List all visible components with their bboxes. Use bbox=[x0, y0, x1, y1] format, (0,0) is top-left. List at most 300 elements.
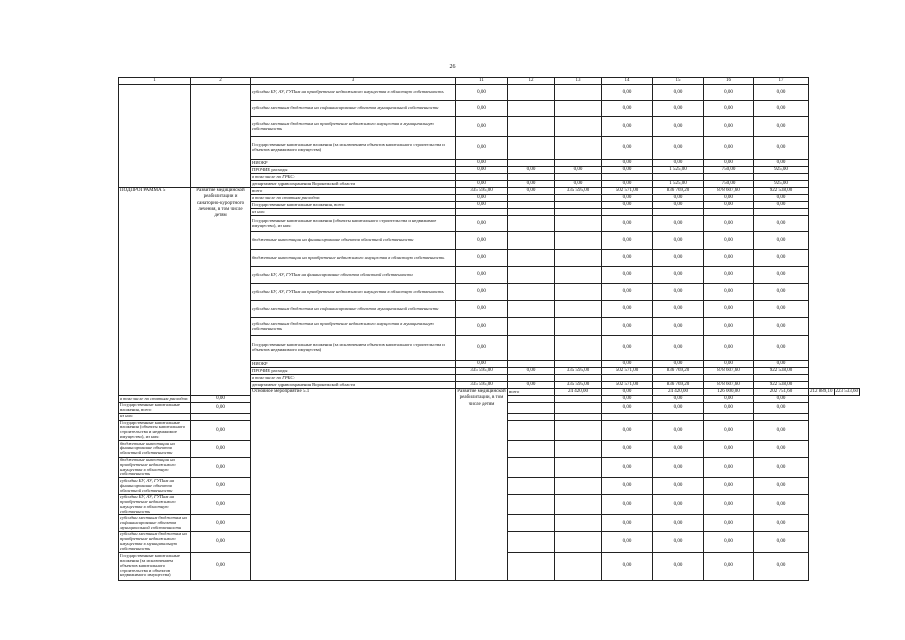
value-cell: 0,00 bbox=[191, 552, 251, 580]
value-cell: 836 769,20 bbox=[653, 382, 704, 389]
value-cell: 0,00 bbox=[653, 457, 704, 477]
value-cell: 0,00 bbox=[754, 101, 809, 117]
value-cell bbox=[754, 174, 809, 181]
value-cell bbox=[602, 413, 653, 420]
value-cell bbox=[555, 552, 602, 580]
value-cell: 0,00 bbox=[602, 160, 653, 167]
value-cell: 0,00 bbox=[602, 361, 653, 368]
page-number: 26 bbox=[449, 64, 456, 70]
value-cell: 0,00 bbox=[704, 301, 754, 318]
value-cell: 0,00 bbox=[754, 495, 809, 515]
value-cell: 502 571,00 bbox=[602, 188, 653, 195]
value-cell bbox=[704, 174, 754, 181]
value-cell bbox=[555, 478, 602, 495]
value-cell: 0,00 bbox=[653, 396, 704, 403]
value-cell: 502 571,00 bbox=[602, 382, 653, 389]
value-cell: 126 000,00 bbox=[704, 389, 754, 396]
value-cell: 0,00 bbox=[602, 232, 653, 250]
row-label: всего bbox=[251, 188, 456, 195]
row-label: субсидии местным бюджетам на приобретение недвижимого имущества в муниципальную собственность bbox=[251, 318, 456, 336]
value-cell: 0,00 bbox=[602, 440, 653, 457]
value-cell: 0,00 bbox=[456, 301, 508, 318]
value-cell bbox=[508, 440, 555, 457]
value-cell: 0,00 bbox=[456, 101, 508, 117]
row-label: бюджетные инвестиции на приобретение недвижимого имущества в областную собственность bbox=[251, 250, 456, 267]
row-label: бюджетные инвестиции на финансирование объектов областной собственности bbox=[251, 232, 456, 250]
value-cell: 750,00 bbox=[704, 167, 754, 174]
program-description-cell: Развитие медицинской реабилитации и санаторно-курортного лечения, в том числе детям bbox=[191, 188, 251, 396]
row-label: всего bbox=[508, 389, 555, 396]
value-cell: 0,00 bbox=[704, 160, 754, 167]
row-label: в том числе по ГРБС: bbox=[251, 375, 456, 382]
value-cell: 0,00 bbox=[191, 396, 251, 403]
value-cell bbox=[653, 413, 704, 420]
value-cell: 1 525,00 bbox=[653, 181, 704, 188]
value-cell: 0,00 bbox=[653, 101, 704, 117]
value-cell bbox=[704, 209, 754, 216]
value-cell bbox=[191, 413, 251, 420]
value-cell: 0,00 bbox=[602, 532, 653, 552]
value-cell bbox=[555, 232, 602, 250]
value-cell: 0,00 bbox=[704, 478, 754, 495]
value-cell: 0,00 bbox=[602, 216, 653, 232]
value-cell bbox=[602, 209, 653, 216]
value-cell: 0,00 bbox=[704, 532, 754, 552]
value-cell: 0,00 bbox=[191, 420, 251, 440]
value-cell: 878 607,60 bbox=[704, 368, 754, 375]
row-label: субсидии БУ, АУ, ГУПам на приобретение недвижимого имущества в областную собственность bbox=[251, 85, 456, 101]
value-cell: 0,00 bbox=[602, 202, 653, 209]
value-cell bbox=[555, 420, 602, 440]
value-cell bbox=[508, 117, 555, 137]
value-cell: 0,00 bbox=[754, 284, 809, 301]
value-cell: 0,00 bbox=[508, 181, 555, 188]
value-cell: 0,00 bbox=[754, 515, 809, 532]
value-cell: 335 595,00 bbox=[456, 368, 508, 375]
column-header: 1 bbox=[119, 78, 191, 85]
value-cell bbox=[508, 552, 555, 580]
budget-table bbox=[118, 77, 860, 581]
value-cell bbox=[555, 403, 602, 414]
table-row bbox=[119, 85, 860, 101]
row-label: Государственные капитальные вложения, всего bbox=[251, 202, 456, 209]
row-label: субсидии местным бюджетам на софинансирование объектов муниципальной собственности bbox=[119, 515, 191, 532]
value-cell: 0,00 bbox=[754, 117, 809, 137]
value-cell bbox=[704, 413, 754, 420]
value-cell: 0,00 bbox=[704, 457, 754, 477]
value-cell: 0,00 bbox=[602, 389, 653, 396]
value-cell bbox=[508, 361, 555, 368]
value-cell bbox=[555, 209, 602, 216]
value-cell bbox=[508, 301, 555, 318]
value-cell bbox=[508, 174, 555, 181]
value-cell: 0,00 bbox=[653, 495, 704, 515]
column-header: 3 bbox=[251, 78, 456, 85]
c1-empty-cell bbox=[119, 85, 191, 188]
value-cell bbox=[508, 160, 555, 167]
value-cell: 0,00 bbox=[704, 403, 754, 414]
value-cell: 922 538,00 bbox=[754, 188, 809, 195]
program-name-cell: ПОДПРОГРАММА 5 bbox=[119, 188, 191, 396]
row-label: субсидии БУ, АУ, ГУПам на приобретение недвижимого имущества в областную собственность bbox=[119, 495, 191, 515]
value-cell: 0,00 bbox=[754, 396, 809, 403]
value-cell: 0,00 bbox=[653, 85, 704, 101]
value-cell: 0,00 bbox=[653, 195, 704, 202]
value-cell: 0,00 bbox=[602, 137, 653, 160]
value-cell: 0,00 bbox=[456, 232, 508, 250]
value-cell: 0,00 bbox=[704, 85, 754, 101]
value-cell: 0,00 bbox=[754, 318, 809, 336]
value-cell: 0,00 bbox=[653, 301, 704, 318]
value-cell: 0,00 bbox=[602, 495, 653, 515]
value-cell bbox=[555, 515, 602, 532]
value-cell bbox=[555, 318, 602, 336]
value-cell: 0,00 bbox=[602, 457, 653, 477]
row-label: Государственные капитальные вложения (объекты капитального строительства и недвижимое имущество), из них: bbox=[251, 216, 456, 232]
column-header: 12 bbox=[508, 78, 555, 85]
value-cell bbox=[555, 284, 602, 301]
program-description-cell: Развитие медицинской реабилитации, в том числе детям bbox=[456, 389, 508, 581]
value-cell: 0,00 bbox=[704, 440, 754, 457]
value-cell bbox=[555, 195, 602, 202]
value-cell: 0,00 bbox=[704, 361, 754, 368]
value-cell bbox=[754, 413, 809, 420]
value-cell bbox=[456, 209, 508, 216]
value-cell: 0,00 bbox=[754, 267, 809, 284]
value-cell: 0,00 bbox=[704, 101, 754, 117]
value-cell: 0,00 bbox=[754, 202, 809, 209]
value-cell: 0,00 bbox=[704, 495, 754, 515]
value-cell: 0,00 bbox=[602, 250, 653, 267]
row-label: Государственные капитальные вложения (объекты капитального строительства и недвижимое имущество), из них: bbox=[119, 420, 191, 440]
value-cell: 0,00 bbox=[704, 420, 754, 440]
value-cell: 0,00 bbox=[456, 137, 508, 160]
value-cell bbox=[508, 457, 555, 477]
value-cell bbox=[555, 361, 602, 368]
value-cell: 0,00 bbox=[456, 85, 508, 101]
value-cell: 0,00 bbox=[653, 440, 704, 457]
value-cell: 0,00 bbox=[456, 250, 508, 267]
row-label: субсидии местным бюджетам на приобретение недвижимого имущества в муниципальную собственность bbox=[251, 117, 456, 137]
value-cell: 0,00 bbox=[754, 532, 809, 552]
value-cell: 0,00 bbox=[754, 361, 809, 368]
value-cell bbox=[508, 515, 555, 532]
value-cell bbox=[508, 101, 555, 117]
value-cell bbox=[754, 209, 809, 216]
value-cell: 0,00 bbox=[508, 368, 555, 375]
row-label: в том числе по статьям расходов: bbox=[251, 195, 456, 202]
value-cell: 0,00 bbox=[754, 478, 809, 495]
value-cell: 0,00 bbox=[191, 457, 251, 477]
value-cell: 0,00 bbox=[456, 181, 508, 188]
value-cell: 0,00 bbox=[602, 195, 653, 202]
value-cell: 0,00 bbox=[704, 267, 754, 284]
value-cell: 0,00 bbox=[602, 85, 653, 101]
value-cell: 0,00 bbox=[653, 420, 704, 440]
value-cell: 0,00 bbox=[754, 420, 809, 440]
value-cell bbox=[508, 284, 555, 301]
value-cell bbox=[508, 216, 555, 232]
value-cell bbox=[704, 375, 754, 382]
value-cell: 0,00 bbox=[653, 267, 704, 284]
value-cell: 0,00 bbox=[191, 515, 251, 532]
value-cell: 0,00 bbox=[456, 117, 508, 137]
value-cell: 0,00 bbox=[653, 515, 704, 532]
row-label: субсидии местным бюджетам на приобретение недвижимого имущества в муниципальную собственность bbox=[119, 532, 191, 552]
value-cell: 0,00 bbox=[456, 160, 508, 167]
value-cell bbox=[555, 216, 602, 232]
value-cell: 0,00 bbox=[754, 440, 809, 457]
value-cell: 0,00 bbox=[704, 216, 754, 232]
value-cell: 0,00 bbox=[653, 137, 704, 160]
value-cell: 0,00 bbox=[602, 420, 653, 440]
value-cell: 0,00 bbox=[653, 361, 704, 368]
program-name-cell: Основное мероприятие 5.1 bbox=[251, 389, 456, 581]
column-header: 2 bbox=[191, 78, 251, 85]
value-cell bbox=[508, 267, 555, 284]
value-cell bbox=[602, 174, 653, 181]
value-cell bbox=[508, 403, 555, 414]
row-label: субсидии БУ, АУ, ГУПам на финансирование объектов областной собственности bbox=[119, 478, 191, 495]
value-cell: 0,00 bbox=[555, 181, 602, 188]
row-label: ПРОЧИЕ расходы bbox=[251, 368, 456, 375]
value-cell: 223 533,60 bbox=[835, 389, 858, 395]
value-cell bbox=[508, 318, 555, 336]
value-cell bbox=[508, 375, 555, 382]
value-cell: 0,00 bbox=[456, 195, 508, 202]
value-cell: 0,00 bbox=[653, 336, 704, 361]
value-cell: 0,00 bbox=[653, 284, 704, 301]
value-cell: 0,00 bbox=[754, 457, 809, 477]
row-label: бюджетные инвестиции на финансирование объектов областной собственности bbox=[119, 440, 191, 457]
value-cell: 335 595,00 bbox=[456, 382, 508, 389]
value-cell bbox=[555, 532, 602, 552]
row-label: в том числе по статьям расходов: bbox=[119, 396, 191, 403]
value-cell: 0,00 bbox=[602, 396, 653, 403]
value-cell: 0,00 bbox=[555, 167, 602, 174]
value-cell: 0,00 bbox=[704, 552, 754, 580]
value-cell: 0,00 bbox=[191, 532, 251, 552]
row-label: из них: bbox=[119, 413, 191, 420]
value-cell bbox=[555, 85, 602, 101]
value-cell: 0,00 bbox=[704, 232, 754, 250]
row-label: ПРОЧИЕ расходы bbox=[251, 167, 456, 174]
value-cell: 0,00 bbox=[754, 250, 809, 267]
value-cell: 0,00 bbox=[602, 403, 653, 414]
value-cell bbox=[508, 413, 555, 420]
value-cell bbox=[508, 85, 555, 101]
value-cell bbox=[508, 478, 555, 495]
value-cell: 0,00 bbox=[704, 515, 754, 532]
value-cell: 0,00 bbox=[602, 336, 653, 361]
value-cell: 878 607,60 bbox=[704, 188, 754, 195]
value-cell: 335 595,00 bbox=[456, 188, 508, 195]
value-cell: 0,00 bbox=[602, 552, 653, 580]
value-cell: 0,00 bbox=[602, 478, 653, 495]
value-cell bbox=[555, 440, 602, 457]
value-cell bbox=[754, 375, 809, 382]
value-cell: 922 538,00 bbox=[754, 368, 809, 375]
value-cell: 0,00 bbox=[508, 188, 555, 195]
value-cell: 0,00 bbox=[653, 250, 704, 267]
value-cell bbox=[555, 174, 602, 181]
value-cell: 0,00 bbox=[602, 284, 653, 301]
value-cell: 0,00 bbox=[653, 552, 704, 580]
value-cell: 0,00 bbox=[754, 336, 809, 361]
row-label: из них: bbox=[251, 209, 456, 216]
value-cell bbox=[555, 137, 602, 160]
row-label: департамент здравоохранения Воронежской области bbox=[251, 181, 456, 188]
row-label: бюджетные инвестиции на приобретение недвижимого имущества в областную собственность bbox=[119, 457, 191, 477]
value-cell: 335 595,00 bbox=[555, 188, 602, 195]
value-cell: 0,00 bbox=[456, 318, 508, 336]
value-cell bbox=[555, 160, 602, 167]
row-label: НИОКР bbox=[251, 361, 456, 368]
value-cell: 0,00 bbox=[456, 336, 508, 361]
value-cell: 0,00 bbox=[704, 284, 754, 301]
value-cell: 0,00 bbox=[508, 382, 555, 389]
value-cell: 0,00 bbox=[704, 318, 754, 336]
value-cell: 0,00 bbox=[602, 267, 653, 284]
row-label: Государственные капитальные вложения (за исключением объектов капитального строительства и объектов недвижимого имущества) bbox=[251, 336, 456, 361]
value-cell: 0,00 bbox=[456, 202, 508, 209]
value-cell: 0,00 bbox=[653, 216, 704, 232]
column-header: 14 bbox=[602, 78, 653, 85]
value-cell bbox=[508, 202, 555, 209]
value-cell: 0,00 bbox=[508, 167, 555, 174]
value-cell: 24 420,00 bbox=[653, 389, 704, 396]
value-cell bbox=[602, 375, 653, 382]
value-cell: 0,00 bbox=[704, 250, 754, 267]
value-cell: 0,00 bbox=[653, 478, 704, 495]
row-label: субсидии БУ, АУ, ГУПам на приобретение недвижимого имущества в областную собственность bbox=[251, 284, 456, 301]
row-label: субсидии местным бюджетам на софинансирование объектов муниципальной собственности bbox=[251, 101, 456, 117]
value-cell: 0,00 bbox=[456, 167, 508, 174]
value-cell: 0,00 bbox=[754, 403, 809, 414]
value-cell: 0,00 bbox=[602, 318, 653, 336]
column-header: 11 bbox=[456, 78, 508, 85]
value-cell bbox=[555, 267, 602, 284]
table-body bbox=[119, 85, 860, 581]
value-cell: 922 538,00 bbox=[754, 382, 809, 389]
row-label: НИОКР bbox=[251, 160, 456, 167]
value-cell bbox=[555, 202, 602, 209]
value-cell: 925,00 bbox=[754, 181, 809, 188]
value-cell: 0,00 bbox=[602, 515, 653, 532]
header-row bbox=[119, 78, 860, 85]
value-cell bbox=[555, 101, 602, 117]
value-cell: 836 769,20 bbox=[653, 368, 704, 375]
value-cell bbox=[508, 137, 555, 160]
column-header: 17 bbox=[754, 78, 809, 85]
value-cell: 925,00 bbox=[754, 167, 809, 174]
value-cell: 0,00 bbox=[602, 301, 653, 318]
value-cell bbox=[653, 209, 704, 216]
value-cell bbox=[555, 457, 602, 477]
value-cell: 212 889,10 bbox=[810, 389, 833, 395]
column-header: 13 bbox=[555, 78, 602, 85]
value-cell bbox=[555, 495, 602, 515]
value-cell: 0,00 bbox=[704, 396, 754, 403]
value-cell: 0,00 bbox=[754, 301, 809, 318]
value-cell: 0,00 bbox=[602, 101, 653, 117]
c2-empty-cell bbox=[191, 85, 251, 188]
row-label: субсидии БУ, АУ, ГУПам на финансирование объектов областной собственности bbox=[251, 267, 456, 284]
value-cell: 878 607,60 bbox=[704, 382, 754, 389]
value-cell: 0,00 bbox=[653, 318, 704, 336]
row-label: субсидии местным бюджетам на софинансирование объектов муниципальной собственности bbox=[251, 301, 456, 318]
row-label: Государственные капитальные вложения (за исключением объектов капитального строительства и объектов недвижимого имущества) bbox=[251, 137, 456, 160]
value-cell: 0,00 bbox=[456, 267, 508, 284]
value-cell: 0,00 bbox=[704, 137, 754, 160]
value-cell: 836 769,20 bbox=[653, 188, 704, 195]
value-cell bbox=[508, 232, 555, 250]
value-cell: 0,00 bbox=[191, 403, 251, 414]
value-cell: 0,00 bbox=[456, 284, 508, 301]
value-cell: 0,00 bbox=[754, 137, 809, 160]
row-label: Государственные капитальные вложения (за исключением объектов капитального строительства и объектов недвижимого имущества) bbox=[119, 552, 191, 580]
value-cell: 1 525,00 bbox=[653, 167, 704, 174]
value-cell: 0,00 bbox=[754, 160, 809, 167]
row-label: департамент здравоохранения Воронежской области bbox=[251, 382, 456, 389]
value-cell bbox=[456, 375, 508, 382]
value-cell bbox=[653, 375, 704, 382]
value-cell bbox=[555, 301, 602, 318]
value-cell: 0,00 bbox=[653, 202, 704, 209]
value-cell: 24 420,00 bbox=[555, 389, 602, 396]
value-cell: 0,00 bbox=[602, 117, 653, 137]
value-cell: 0,00 bbox=[456, 216, 508, 232]
value-cell: 0,00 bbox=[754, 232, 809, 250]
value-cell: 0,00 bbox=[704, 336, 754, 361]
value-cell: 0,00 bbox=[456, 361, 508, 368]
value-cell: 0,00 bbox=[653, 232, 704, 250]
value-cell bbox=[555, 413, 602, 420]
value-cell: 0,00 bbox=[191, 478, 251, 495]
value-cell bbox=[555, 396, 602, 403]
value-cell bbox=[508, 495, 555, 515]
value-cell: 0,00 bbox=[754, 216, 809, 232]
value-cell: 335 595,00 bbox=[555, 368, 602, 375]
value-cell: 202 751,60 bbox=[754, 389, 809, 396]
value-cell: 502 571,00 bbox=[602, 368, 653, 375]
table-row bbox=[119, 188, 860, 195]
value-cell bbox=[456, 174, 508, 181]
value-cell: 0,00 bbox=[602, 181, 653, 188]
value-cell: 0,00 bbox=[754, 85, 809, 101]
value-cell: 750,00 bbox=[704, 181, 754, 188]
value-cell: 0,00 bbox=[704, 202, 754, 209]
value-cell: 0,00 bbox=[653, 532, 704, 552]
value-cell bbox=[555, 250, 602, 267]
value-cell bbox=[653, 174, 704, 181]
value-cell: 0,00 bbox=[191, 495, 251, 515]
value-cell: 0,00 bbox=[653, 117, 704, 137]
value-cell: 335 595,00 bbox=[555, 382, 602, 389]
value-cell: 0,00 bbox=[602, 167, 653, 174]
value-cell bbox=[555, 336, 602, 361]
value-cell: 0,00 bbox=[754, 195, 809, 202]
value-cell bbox=[555, 375, 602, 382]
row-label: Государственные капитальные вложения, всего bbox=[119, 403, 191, 414]
value-cell bbox=[508, 250, 555, 267]
column-header: 16 bbox=[704, 78, 754, 85]
row-label: в том числе по ГРБС: bbox=[251, 174, 456, 181]
value-cell: 0,00 bbox=[704, 117, 754, 137]
column-header: 15 bbox=[653, 78, 704, 85]
value-cell bbox=[508, 209, 555, 216]
value-cell: 0,00 bbox=[754, 552, 809, 580]
